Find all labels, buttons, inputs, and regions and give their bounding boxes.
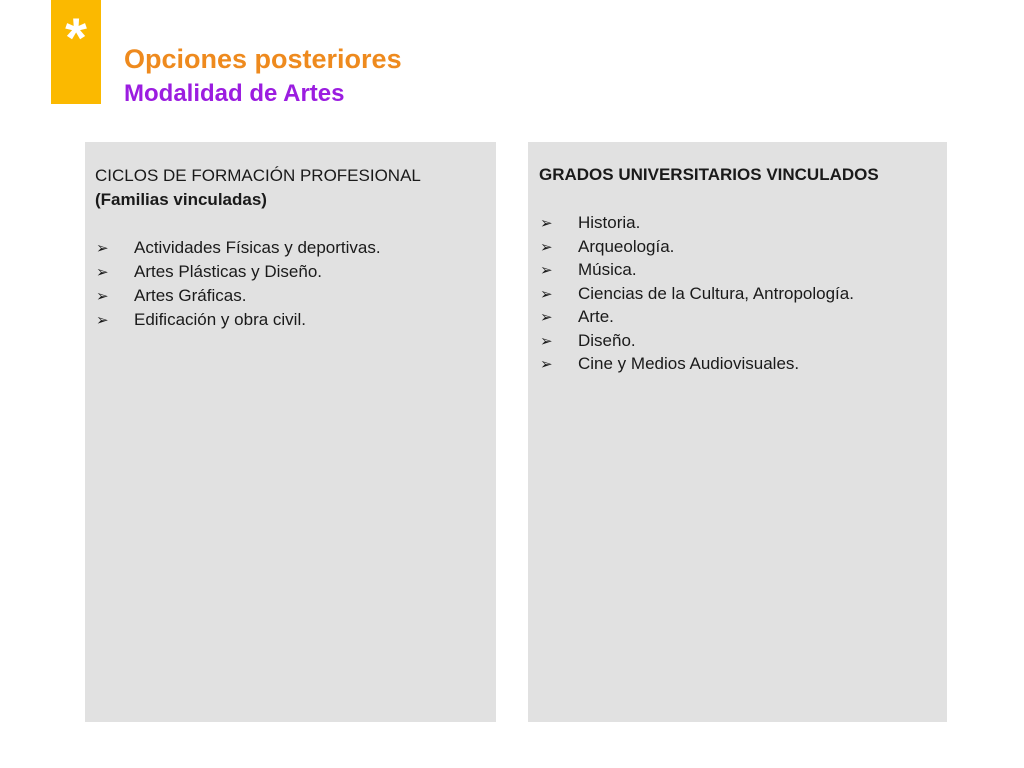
list-item-text: Cine y Medios Audiovisuales. — [578, 354, 800, 373]
arrowhead-bullet-icon: ➢ — [540, 332, 553, 350]
list-item-text: Actividades Físicas y deportivas. — [134, 238, 381, 257]
list-item — [95, 236, 486, 260]
university-degrees-heading: GRADOS UNIVERSITARIOS VINCULADOS — [539, 165, 879, 184]
arrowhead-bullet-icon: ➢ — [540, 262, 553, 279]
list-item-text: Historia. — [578, 213, 641, 232]
arrowhead-bullet-icon: ➢ — [96, 288, 109, 305]
list-item — [539, 329, 937, 353]
arrowhead-bullet-icon: ➢ — [540, 285, 553, 303]
list-item-text: Diseño. — [578, 330, 636, 350]
asterisk-icon: * — [65, 6, 87, 69]
vocational-training-subheading: (Familias vinculadas) — [95, 190, 267, 209]
list-item — [539, 282, 937, 306]
list-item — [539, 258, 937, 282]
arrowhead-bullet-icon: ➢ — [96, 264, 109, 281]
arrowhead-bullet-icon: ➢ — [540, 238, 553, 256]
list-item-text: Ciencias de la Cultura, Antropología. — [578, 283, 854, 303]
vocational-training-panel — [85, 142, 496, 722]
list-item-text: Arqueología. — [578, 236, 675, 256]
arrowhead-bullet-icon: ➢ — [540, 309, 553, 326]
arrowhead-bullet-icon: ➢ — [96, 312, 109, 329]
page-title: Opciones posteriores — [124, 44, 402, 74]
list-item-text: Artes Plásticas y Diseño. — [134, 262, 323, 281]
arrowhead-bullet-icon: ➢ — [540, 356, 553, 373]
list-item — [539, 352, 937, 376]
university-degrees-panel — [528, 142, 947, 722]
accent-block — [51, 0, 101, 104]
list-item — [539, 235, 937, 259]
arrowhead-bullet-icon: ➢ — [96, 240, 109, 257]
list-item — [95, 284, 486, 308]
vocational-training-heading: CICLOS DE FORMACIÓN PROFESIONAL — [95, 166, 421, 185]
list-item — [95, 308, 486, 332]
vocational-training-list — [95, 236, 486, 332]
page-subtitle: Modalidad de Artes — [124, 80, 345, 107]
list-item — [539, 211, 937, 235]
list-item — [539, 305, 937, 329]
list-item-text: Artes Gráficas. — [134, 286, 247, 305]
list-item-text: Edificación y obra civil. — [134, 310, 306, 329]
university-degrees-list — [539, 211, 937, 376]
list-item-text: Música. — [578, 260, 637, 279]
list-item — [95, 260, 486, 284]
arrowhead-bullet-icon: ➢ — [540, 215, 553, 232]
list-item-text: Arte. — [578, 307, 614, 326]
